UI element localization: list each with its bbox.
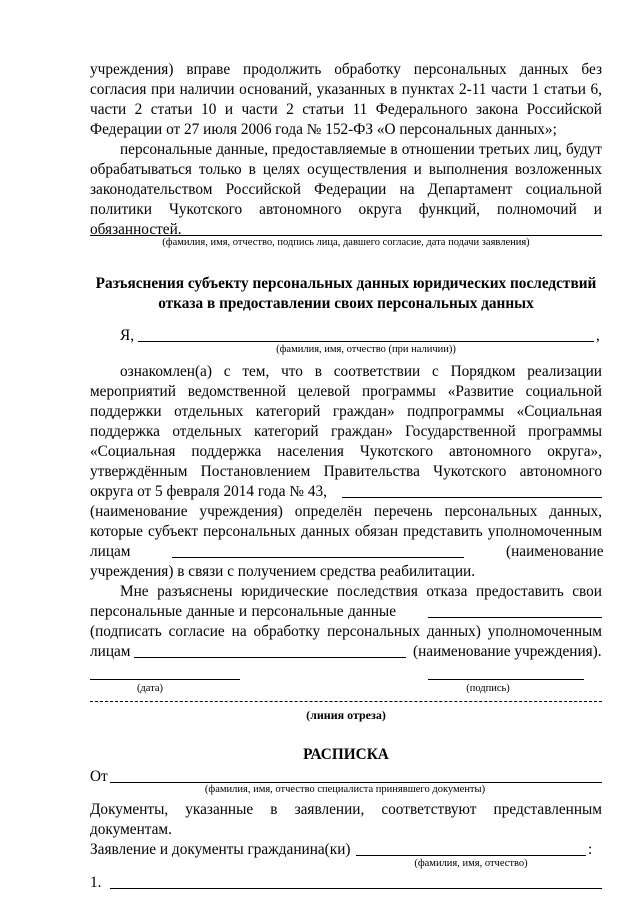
authorized-person-field-line[interactable] bbox=[172, 557, 464, 558]
ya-label: Я, bbox=[120, 327, 135, 344]
paragraph-4-line-3: (подписать согласие на обработку персональных данных) уполномоченным bbox=[90, 623, 602, 640]
application-label: Заявление и документы гражданина(ки) bbox=[90, 841, 351, 858]
item-1-label: 1. bbox=[90, 874, 102, 891]
paragraph-1-line-2: согласия при наличии оснований, указанных в пунктах 2-11 части 1 статьи 6, bbox=[90, 81, 602, 98]
paragraph-2-line-3: законодательством Российской Федерации на Департамент социальной bbox=[90, 181, 602, 198]
cut-line bbox=[90, 701, 602, 702]
paragraph-3-line-6: утверждённым Постановлением Правительства Чукотского автономного bbox=[90, 463, 602, 480]
paragraph-1-line-3: части 2 статьи 10 и части 2 статьи 11 Федерального закона Российской bbox=[90, 101, 602, 118]
paragraph-3-line-5: «Социальная поддержка населения Чукотского автономного округа», bbox=[90, 443, 602, 460]
paragraph-3-line-8: (наименование учреждения) определён перечень персональных данных, bbox=[90, 503, 602, 520]
paragraph-3-line-10-left: лицам bbox=[90, 543, 131, 560]
paragraph-2-line-2: обрабатываться только в целях осуществления и выполнения возложенных bbox=[90, 161, 602, 178]
paragraph-4-line-2: персональные данные и персональные данные bbox=[90, 603, 396, 620]
paragraph-1-line-4: Федерации от 27 июля 2006 года № 152-ФЗ «О персональных данных»; bbox=[90, 121, 557, 138]
paragraph-4-line-4-left: лицам bbox=[90, 643, 131, 660]
paragraph-3-line-3: поддержки отдельных категорий граждан» подпрограммы «Социальная bbox=[90, 403, 602, 420]
paragraph-4-line-4-right: (наименование учреждения). bbox=[413, 643, 602, 660]
date-field-line[interactable] bbox=[90, 679, 240, 680]
item-1-field-line[interactable] bbox=[110, 888, 602, 889]
section-heading-line-1: Разъяснения субъекту персональных данных юридических последствий bbox=[95, 275, 597, 292]
consent-data-field-line[interactable] bbox=[428, 617, 602, 618]
consent-signature-line bbox=[90, 235, 602, 236]
institution-field-line[interactable] bbox=[342, 497, 602, 498]
receipt-from-label: От bbox=[90, 768, 108, 785]
fio-caption: (фамилия, имя, отчество (при наличии)) bbox=[276, 344, 456, 355]
receipt-docs-line-2: документам. bbox=[90, 821, 172, 838]
paragraph-1-line-1: учреждения) вправе продолжить обработку персональных данных без bbox=[90, 61, 602, 78]
paragraph-3-line-7: округа от 5 февраля 2014 года № 43, bbox=[90, 483, 327, 500]
receipt-docs-line-1: Документы, указанные в заявлении, соответствуют представленным bbox=[90, 801, 602, 818]
specialist-caption: (фамилия, имя, отчество специалиста принявшего документы) bbox=[204, 784, 486, 795]
date-caption: (дата) bbox=[136, 683, 164, 694]
consent-caption: (фамилия, имя, отчество, подпись лица, давшего согласие, дата подачи заявления) bbox=[162, 237, 530, 248]
signature-field-line[interactable] bbox=[428, 679, 584, 680]
paragraph-3-line-9: которые субъект персональных данных обязан представить уполномоченным bbox=[90, 523, 602, 540]
authorized-person-field-line-2[interactable] bbox=[134, 657, 406, 658]
paragraph-3-line-4: поддержка отдельных категорий граждан» Государственной программы bbox=[90, 423, 602, 440]
paragraph-3-line-2: мероприятий ведомственной целевой программы «Развитие социальной bbox=[90, 383, 602, 400]
paragraph-4-line-1: Мне разъяснены юридические последствия отказа предоставить свои bbox=[120, 583, 602, 600]
paragraph-2-line-5: обязанностей. bbox=[90, 221, 182, 238]
signature-caption: (подпись) bbox=[466, 683, 510, 694]
fio-field-line[interactable] bbox=[138, 341, 594, 342]
specialist-field-line[interactable] bbox=[110, 782, 602, 783]
citizen-caption: (фамилия, имя, отчество) bbox=[414, 858, 528, 869]
paragraph-3-line-1: ознакомлен(а) с тем, что в соответствии с Порядком реализации bbox=[120, 363, 602, 380]
cut-line-label: (линия отреза) bbox=[306, 708, 386, 722]
paragraph-3-line-11: учреждения) в связи с получением средства реабилитации. bbox=[90, 563, 476, 580]
paragraph-2-line-1: персональные данные, предоставляемые в отношении третьих лиц, будут bbox=[120, 141, 602, 158]
citizen-field-line[interactable] bbox=[356, 855, 586, 856]
paragraph-2-line-4: политики Чукотского автономного округа функций, полномочий и bbox=[90, 201, 602, 218]
paragraph-3-line-10-right: (наименование bbox=[506, 543, 604, 560]
section-heading-line-2: отказа в предоставлении своих персональных данных bbox=[158, 295, 534, 312]
receipt-title: РАСПИСКА bbox=[303, 746, 389, 763]
ya-comma: , bbox=[596, 327, 600, 344]
application-colon: : bbox=[588, 841, 593, 858]
